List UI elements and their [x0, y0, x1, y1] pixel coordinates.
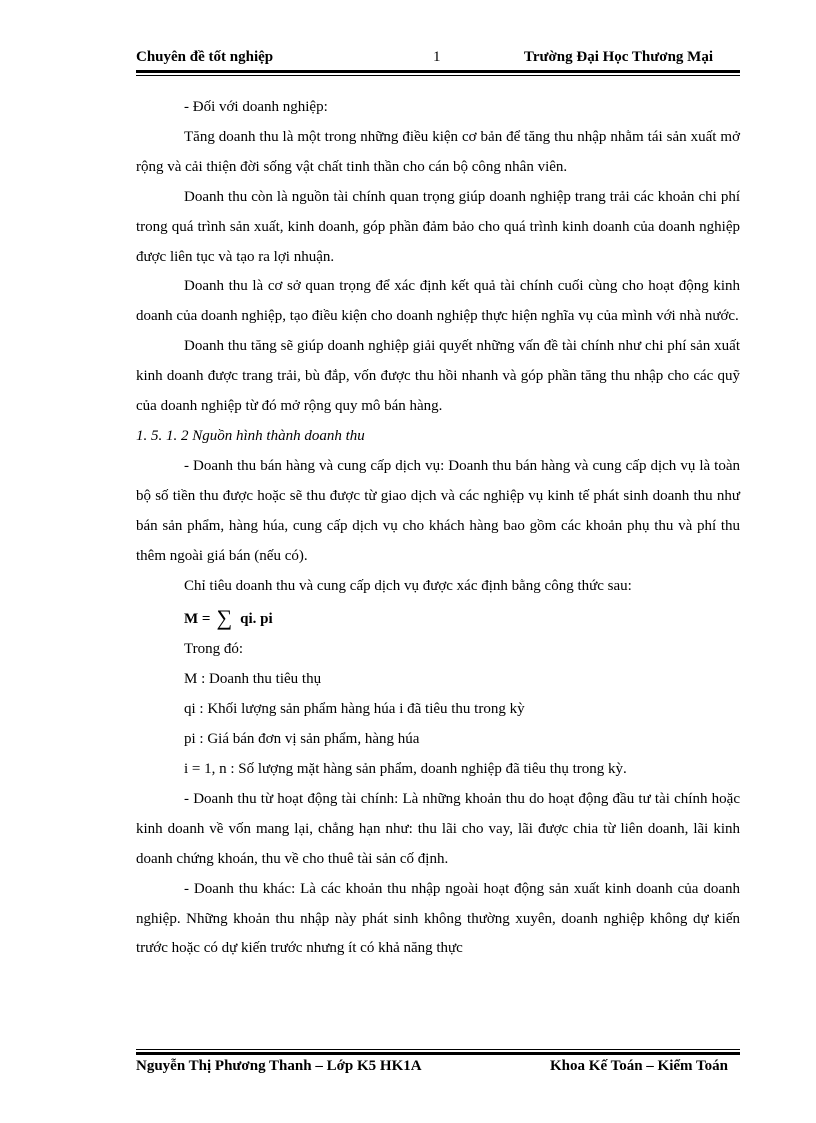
paragraph: Tăng doanh thu là một trong những điều kiện cơ bản để tăng thu nhập nhằm tái sản xuất mở rộng và cải thiện đời sống vật chất tinh thần cho cán bộ công nhân viên.	[136, 128, 740, 175]
revenue-formula	[136, 601, 740, 635]
paragraph-sales-revenue: - Doanh thu bán hàng và cung cấp dịch vụ: Doanh thu bán hàng và cung cấp dịch vụ là toàn bộ số tiền thu được hoặc sẽ thu được từ giao dịch và các nghiệp vụ kinh tế phát sinh doanh thu như bán sản phẩm, hàng húa, cung cấp dịch vụ cho khách hàng bao gồm các khoản phụ thu và phí thu thêm ngoài giá bán (nếu có).	[136, 457, 740, 564]
section-heading: 1. 5. 1. 2 Nguồn hình thành doanh thu	[136, 427, 365, 444]
formula-intro: Chỉ tiêu doanh thu và cung cấp dịch vụ được xác định bằng công thức sau:	[184, 577, 632, 594]
header-rule-thin	[136, 75, 740, 76]
footer-author: Nguyễn Thị Phương Thanh – Lớp K5 HK1A	[136, 1058, 422, 1074]
header-school: Trường Đại Học Thương Mại	[523, 49, 713, 65]
paragraph: Doanh thu tăng sẽ giúp doanh nghiệp giải quyết những vấn đề tài chính như chi phí sản xuất kinh doanh được trang trải, bù đắp, vốn được thu hồi nhanh và góp phần tăng thu nhập cho các quỹ của doanh nghiệp từ đó mở rộng quy mô bán hàng.	[136, 338, 740, 415]
document-body	[136, 93, 740, 964]
paragraph: Doanh thu còn là nguồn tài chính quan trọng giúp doanh nghiệp trang trải các khoản chi phí trong quá trình sản xuất, kinh doanh, góp phần đảm bảo cho quá trình kinh doanh của doanh nghiệp được liên tục và tạo ra lợi nhuận.	[136, 188, 740, 265]
formula-lhs: M =	[184, 611, 211, 628]
page-number: 1	[433, 49, 441, 65]
definition-line: i = 1, n : Số lượng mặt hàng sản phẩm, doanh nghiệp đã tiêu thụ trong kỳ.	[184, 761, 627, 778]
footer-department: Khoa Kế Toán – Kiểm Toán	[550, 1058, 728, 1074]
definition-line: pi : Giá bán đơn vị sản phẩm, hàng húa	[184, 731, 420, 748]
header-rule-thick	[136, 70, 740, 73]
footer-rule-thick	[136, 1052, 740, 1055]
footer-rule-thin	[136, 1049, 740, 1050]
header-title: Chuyên đề tốt nghiệp	[136, 49, 274, 65]
paragraph: - Đối với doanh nghiệp:	[184, 99, 328, 115]
definition-line: qi : Khối lượng sản phẩm hàng húa i đã tiêu thu trong kỳ	[184, 701, 525, 718]
paragraph-financial-revenue: - Doanh thu từ hoạt động tài chính: Là những khoản thu do hoạt động đầu tư tài chính hoặc kinh doanh về vốn mang lại, chẳng hạn như: thu lãi cho vay, lãi được chia từ liên doanh, lãi kinh doanh chứng khoán, thu về cho thuê tài sản cố định.	[136, 790, 740, 867]
page-footer	[136, 1058, 740, 1080]
page-header	[136, 47, 740, 69]
sigma-symbol: ∑	[216, 605, 233, 631]
definition-line: M : Doanh thu tiêu thụ	[184, 671, 322, 688]
definition-line: Trong đó:	[184, 641, 244, 658]
paragraph: Doanh thu là cơ sở quan trọng để xác định kết quả tài chính cuối cùng cho hoạt động kinh doanh của doanh nghiệp, tạo điều kiện cho doanh nghiệp thực hiện nghĩa vụ của mình với nhà nước.	[136, 278, 740, 325]
formula-rhs: qi. pi	[240, 611, 273, 628]
paragraph-other-revenue: - Doanh thu khác: Là các khoản thu nhập ngoài hoạt động sản xuất kinh doanh của doanh nghiệp. Những khoản thu nhập này phát sinh không thường xuyên, doanh nghiệp không dự kiến trước hoặc có dự kiến trước nhưng ít có khả năng thực	[136, 880, 740, 957]
